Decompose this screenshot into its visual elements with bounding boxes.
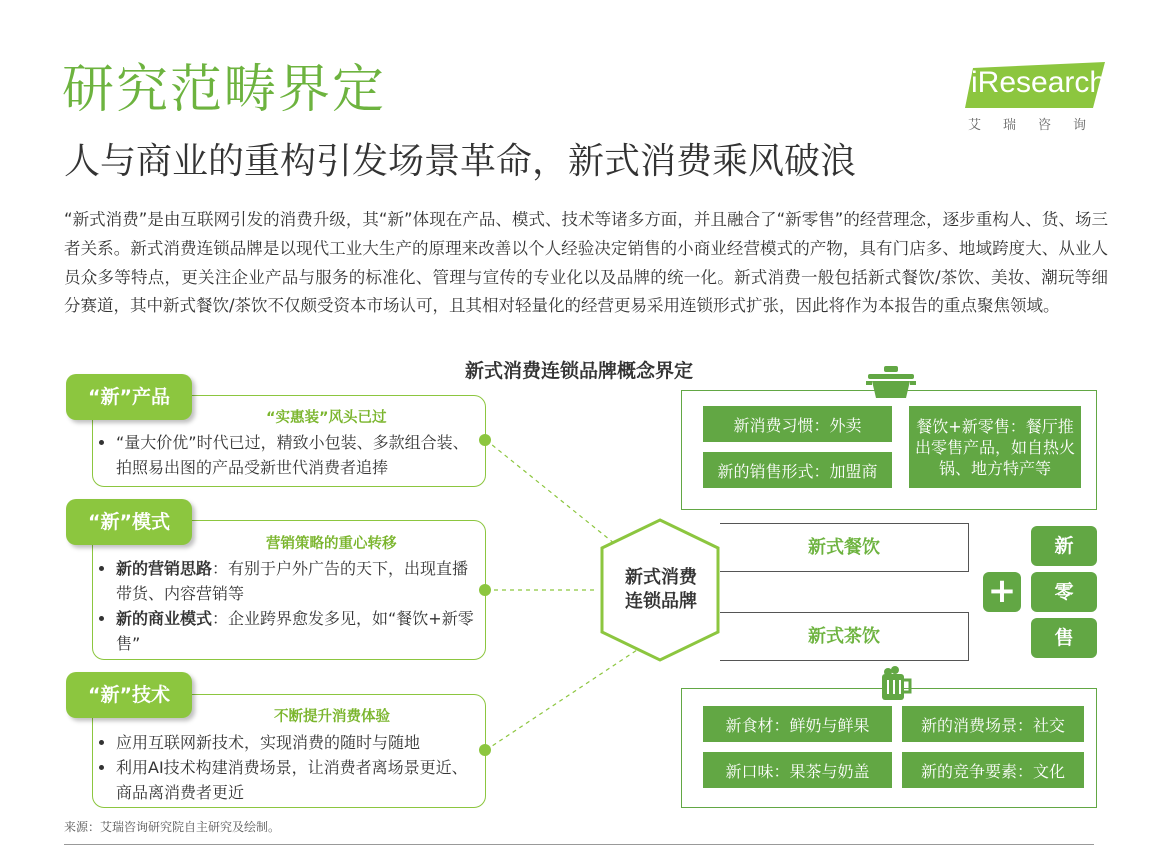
list-item: • 新的商业模式：企业跨界愈发多见，如“餐饮+新零售” <box>116 606 474 656</box>
new-food-bar: 新式餐饮 <box>720 523 969 572</box>
new-product-list <box>96 430 474 480</box>
list-item: • 应用互联网新技术，实现消费的随时与随地 <box>116 730 474 755</box>
center-label: 新式消费 连锁品牌 <box>625 567 697 612</box>
new-tech-list <box>96 730 474 805</box>
drink-cup-icon <box>878 666 914 702</box>
list-item: • 利用AI技术构建消费场景，让消费者离场景更近、商品离消费者更近 <box>116 755 474 805</box>
new-tech-heading: 不断提升消费体验 <box>274 709 390 725</box>
list-item: • 新的营销思路：有别于户外广告的天下，出现直播带货、内容营销等 <box>116 556 474 606</box>
new-model-tab: “新”模式 <box>66 499 192 545</box>
detail-takeout: 新消费习惯：外卖 <box>703 406 892 442</box>
detail-culture: 新的竞争要素：文化 <box>902 752 1084 788</box>
page-subtitle: 人与商业的重构引发场景革命，新式消费乘风破浪 <box>64 141 857 182</box>
list-item: • “量大价优”时代已过，精致小包装、多款组合装、拍照易出图的产品受新世代消费者追捧 <box>116 430 474 480</box>
diagram-title: 新式消费连锁品牌概念界定 <box>464 360 693 382</box>
detail-ingredients: 新食材：鲜奶与鲜果 <box>703 706 892 742</box>
page-title: 研究范畴界定 <box>62 60 387 120</box>
detail-social-scene: 新的消费场景：社交 <box>902 706 1084 742</box>
new-model-list <box>96 556 474 656</box>
plus-icon: + <box>983 572 1021 612</box>
new-tea-bar: 新式茶饮 <box>720 612 969 661</box>
detail-franchise: 新的销售形式：加盟商 <box>703 452 892 488</box>
retail-char-1: 新 <box>1031 526 1097 566</box>
logo-text: iResearch <box>971 66 1107 99</box>
connector-dot <box>479 584 491 596</box>
intro-paragraph: “新式消费”是由互联网引发的消费升级，其“新”体现在产品、模式、技术等诸多方面，并且融合了“新零售”的经营理念，逐步重构人、货、场三者关系。新式消费连锁品牌是以现代工业大生产的原理来改善以个人经验决定销售的小商业经营模式的产物，具有门店多、地域跨度大、从业人员众多等特点，更关注企业产品与服务的标准化、管理与宣传的专业化以及品牌的统一化。新式消费一般包括新式餐饮/茶饮、美妆、潮玩等细分赛道，其中新式餐饮/茶饮不仅颇受资本市场认可，且其相对轻量化的经营更易采用连锁形式扩张，因此将作为本报告的重点聚焦领域。 <box>64 210 1108 316</box>
connector-dot <box>479 744 491 756</box>
new-product-heading: “实惠装”风头已过 <box>266 410 387 426</box>
connector-dot <box>479 434 491 446</box>
new-product-tab: “新”产品 <box>66 374 192 420</box>
detail-restaurant-retail: 餐饮+新零售：餐厅推出零售产品，如自热火锅、地方特产等 <box>909 406 1081 488</box>
new-model-heading: 营销策略的重心转移 <box>266 536 397 552</box>
new-tech-tab: “新”技术 <box>66 672 192 718</box>
retail-char-2: 零 <box>1031 572 1097 612</box>
source-note: 来源：艾瑞咨询研究院自主研究及绘制。 <box>64 820 281 834</box>
retail-char-3: 售 <box>1031 618 1097 658</box>
detail-flavors: 新口味：果茶与奶盖 <box>703 752 892 788</box>
logo-subtitle: 艾瑞咨询 <box>968 118 1109 133</box>
hotpot-icon <box>866 364 916 404</box>
